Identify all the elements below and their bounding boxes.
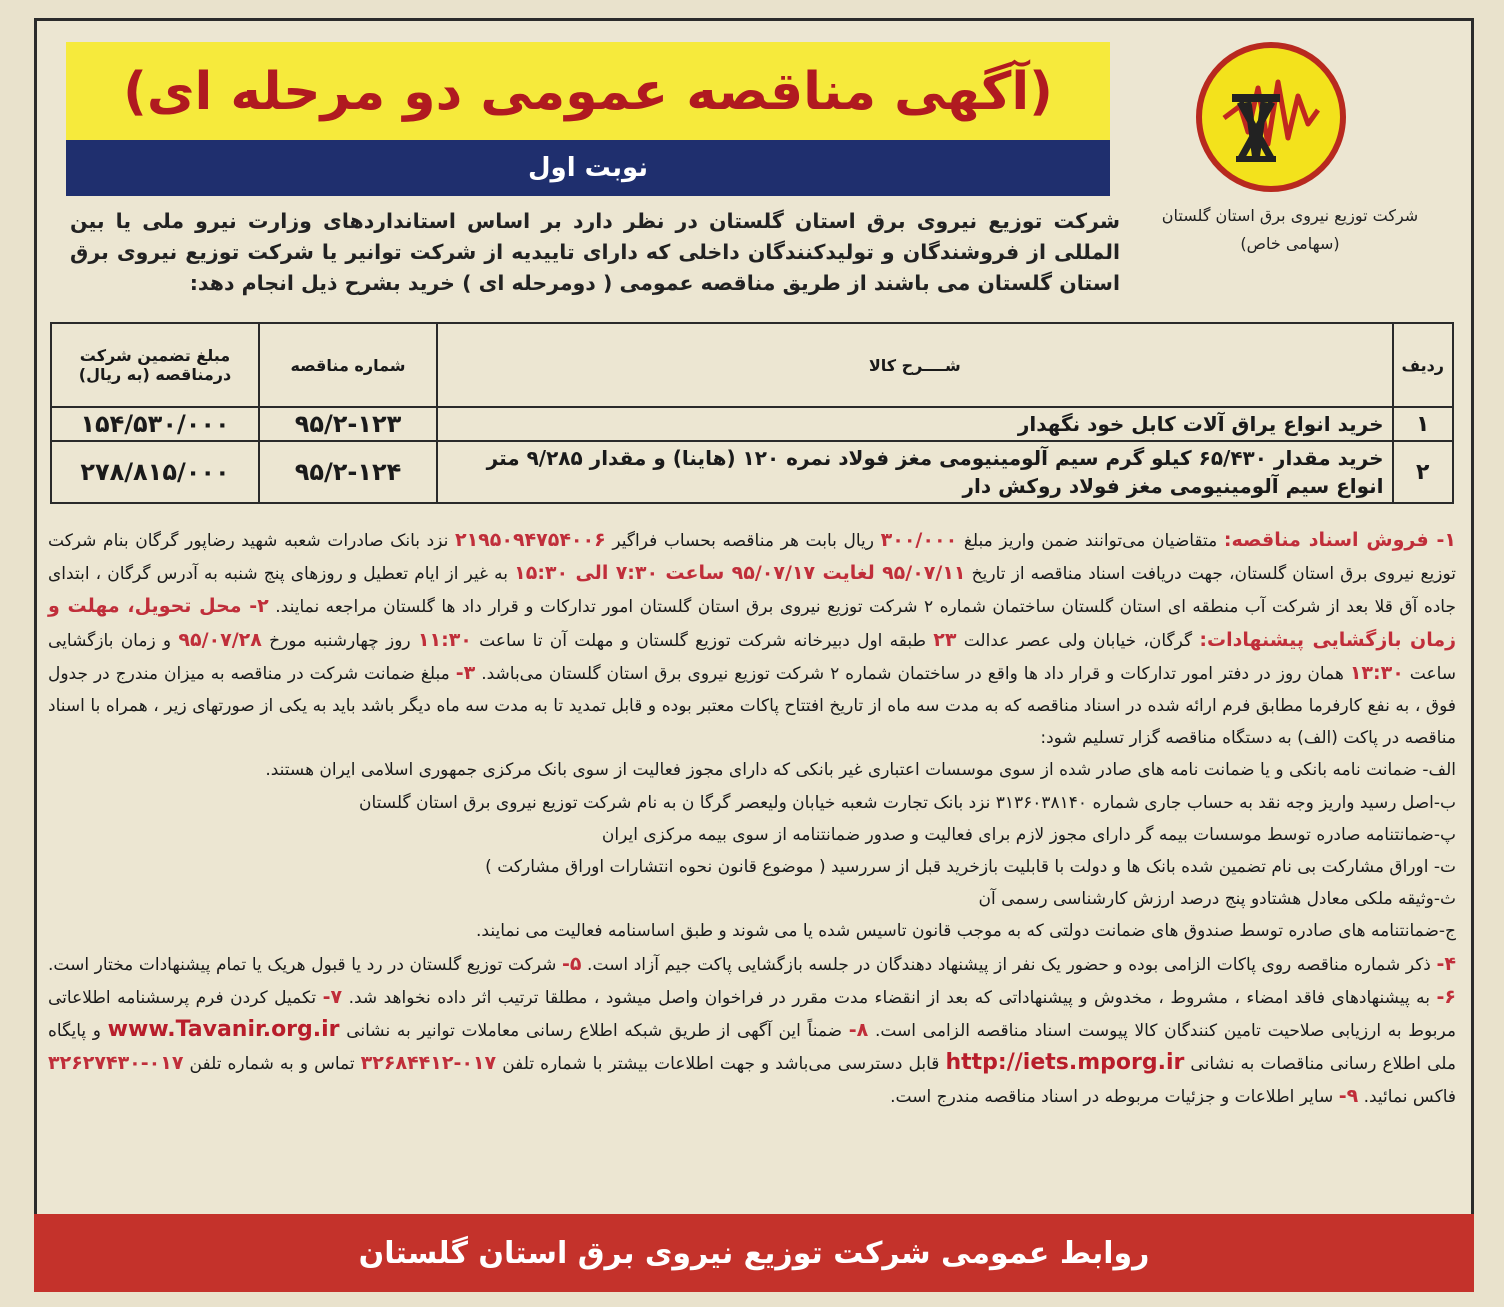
header-code: شماره مناقصه <box>259 323 437 407</box>
row-tender-number: ۹۵/۲-۱۲۴ <box>259 441 437 503</box>
power-tower-logo-icon <box>1202 48 1340 186</box>
clause-4-label: ۴- <box>1436 952 1456 975</box>
guarantee-option-jim: ج-ضمانتنامه های صادره توسط صندوق های ضمانت دولتی که به موجب قانون تاسیس شده یا می شوند و طبق اساسنامه فعالیت می نمایند. <box>476 921 1456 942</box>
company-name-block <box>1140 202 1440 258</box>
guarantee-option-pe: پ-ضمانتنامه صادره توسط موسسات بیمه گر دارای مجوز لازم برای فعالیت و صدور ضمانتنامه از سوی بیمه مرکزی ایران <box>601 824 1456 845</box>
header-row-num: ردیف <box>1393 323 1453 407</box>
phone-number: ۰۱۷-۳۲۶۸۴۴۱۲ <box>360 1052 497 1075</box>
row-description: خرید مقدار ۶۵/۴۳۰ کیلو گرم سیم آلومینیومی مغز فولاد نمره ۱۲۰ (هاینا) و مقدار ۹/۲۸۵ متر انواع سیم آلومینیومی مغز فولاد روکش دار <box>437 441 1393 503</box>
company-name: شرکت توزیع نیروی برق استان گلستان <box>1161 206 1419 225</box>
row-number: ۱ <box>1393 407 1453 441</box>
row-guarantee-amount: ۱۵۴/۵۳۰/۰۰۰ <box>51 407 259 441</box>
row-description: خرید انواع یراق آلات کابل خود نگهدار <box>437 407 1393 441</box>
fax-number: ۰۱۷-۳۲۶۲۷۴۳۰ <box>48 1052 184 1075</box>
guarantee-option-alef: الف- ضمانت نامه بانکی و یا ضمانت نامه های صادر شده از سوی موسسات اعتباری غیر بانکی که دارای مجوز فعالیت از سوی بانک مرکزی جمهوری اسلامی ایران هستند. <box>265 760 1456 781</box>
intro-paragraph <box>70 206 1120 299</box>
row-number: ۲ <box>1393 441 1453 503</box>
clause-text: ریال بابت هر مناقصه بحساب فراگیر <box>612 531 874 551</box>
tender-table <box>50 322 1454 504</box>
account-number: ۲۱۹۵۰۹۴۷۵۴۰۰۶ <box>454 529 606 551</box>
intro-text: شرکت توزیع نیروی برق استان گلستان در نظر دارد بر اساس استانداردهای وزارت نیرو ملی یا بین المللی از فروشندگان و تولیدکنندگان داخلی که دارای تاییدیه از شرکت توانیر یا شرکت توزیع نیروی برق استان گلستان می باشند از طریق مناقصه عمومی ( دومرحله ای ) خرید بشرح ذیل انجام دهد: <box>70 209 1120 295</box>
clause-text: ذکر شماره مناقصه روی پاکات الزامی بوده و حضور یک نفر از پیشنهاد دهندگان در جلسه بازگشایی پاکت جیم آزاد است. <box>587 954 1431 975</box>
company-logo <box>1196 42 1346 192</box>
sale-dates: ۹۵/۰۷/۱۱ لغایت ۹۵/۰۷/۱۷ ساعت ۷:۳۰ الی ۱۵:۳۰ <box>514 562 966 585</box>
clause-text: روز چهارشنبه مورخ <box>269 630 411 651</box>
row-guarantee-amount: ۲۷۸/۸۱۵/۰۰۰ <box>51 441 259 503</box>
clause-8-label: ۸- <box>848 1019 869 1042</box>
round-label: نوبت اول <box>66 140 1110 196</box>
iets-link[interactable]: http://iets.mporg.ir <box>945 1050 1185 1076</box>
clause-text: شرکت توزیع گلستان در رد یا قبول هریک یا تمام پیشنهادات مختار است. <box>48 954 557 975</box>
clause-text: و زمان بازگشایی ساعت <box>48 630 1457 684</box>
clause-text: قابل دسترسی می‌باشد و جهت اطلاعات بیشتر با شماره تلفن <box>502 1054 940 1075</box>
document-fee: ۳۰۰/۰۰۰ <box>880 529 958 551</box>
address-number: ۲۳ <box>933 628 957 651</box>
clause-text: متقاضیان می‌توانند ضمن واریز مبلغ <box>963 531 1218 551</box>
clause-text: به غیر از ایام تعطیل و روزهای پنج شنبه به آدرس گرگان ، ابتدای جاده آق قلا بعد از شرکت آب منطقه ای استان گلستان ساختمان شماره ۲ شرکت توزیع نیروی برق استان گلستان امور تدارکات و قرار داد ها گلستان مراجعه نمایند. <box>48 564 1456 618</box>
clause-text: فاکس نمائید. <box>1363 1087 1456 1108</box>
clause-text: گرگان، خیابان ولی عصر عدالت <box>963 630 1193 651</box>
clause-text: همان روز در دفتر امور تدارکات و قرار داد ها واقع در ساختمان شماره ۲ شرکت توزیع نیروی برق استان گلستان می‌باشد. <box>481 663 1344 684</box>
clauses-4-9 <box>48 948 1456 1114</box>
clause-text: مبلغ ضمانت شرکت در مناقصه به میزان مندرج در جدول فوق ، به نفع کارفرما مطابق فرم ارائه شده در اسناد مناقصه که به مدت سه ماه از تاریخ افتتاح پاکات معتبر بوده و قابل تمدید تا به مدت سه ماه دیگر باشد باید به یکی از صورتهای زیر ، همراه با اسناد مناقصه در پاکت (الف) به دستگاه مناقصه گزار تسلیم شود: <box>48 663 1456 749</box>
tavanir-link[interactable]: www.Tavanir.org.ir <box>107 1017 340 1043</box>
clause-text: تماس و به شماره تلفن <box>189 1054 355 1075</box>
clause-text: نزد بانک صادرات شعبه شهید رضاپور گرگان بنام شرکت توزیع نیروی برق استان گلستان، جهت دریافت اسناد مناقصه از تاریخ <box>48 531 1456 585</box>
clause-3-label: ۳- <box>455 661 476 684</box>
ad-body <box>48 524 1456 1114</box>
table-header-row <box>51 323 1453 407</box>
clause-1-label: ۱- فروش اسناد مناقصه: <box>1223 529 1457 551</box>
clause-5-label: ۵- <box>561 952 582 975</box>
clause-text: طبقه اول دبیرخانه شرکت توزیع گلستان و مهلت آن تا ساعت <box>479 630 927 651</box>
ad-title: (آگهی مناقصه عمومی دو مرحله ای) <box>66 42 1110 142</box>
clause-text: تکمیل کردن فرم پرسشنامه اطلاعاتی مربوط به ارزیابی صلاحیت تامین کنندگان کالا پیوست اسناد مناقصه الزامی است. <box>48 987 1457 1042</box>
table-row <box>51 407 1453 441</box>
header-desc: شــــرح کالا <box>437 323 1393 407</box>
opening-time: ۱۳:۳۰ <box>1349 661 1404 684</box>
clause-text: سایر اطلاعات و جزئیات مربوطه در اسناد مناقصه مندرج است. <box>890 1087 1334 1108</box>
deadline-date: ۹۵/۰۷/۲۸ <box>178 628 262 651</box>
company-type: (سهامی خاص) <box>1240 234 1340 253</box>
clause-text: و پایگاه ملی اطلاع رسانی مناقصات به نشانی <box>48 1021 1456 1075</box>
clause-text: به پیشنهادهای فاقد امضاء ، مشروط ، مخدوش و پیشنهاداتی که بعد از انقضاء مدت مقرر در فراخوان واصل میشود ، مطلقا ترتیب اثر داده نخواهد شد. <box>348 987 1431 1008</box>
row-tender-number: ۹۵/۲-۱۲۳ <box>259 407 437 441</box>
clause-7-label: ۷- <box>322 985 343 1008</box>
deadline-time: ۱۱:۳۰ <box>417 628 472 651</box>
footer-public-relations: روابط عمومی شرکت توزیع نیروی برق استان گلستان <box>34 1214 1474 1292</box>
guarantee-option-se: ث-وثیقه ملکی معادل هشتادو پنج درصد ارزش کارشناسی رسمی آن <box>978 889 1456 910</box>
clause-9-label: ۹- <box>1338 1085 1359 1108</box>
guarantee-option-be: ب-اصل رسید واریز وجه نقد به حساب جاری شماره ۳۱۳۶۰۳۸۱۴۰ نزد بانک تجارت شعبه خیابان ولیعصر گرگا ن به نام شرکت توزیع نیروی برق استان گلستان <box>358 792 1456 813</box>
clause-6-label: ۶- <box>1436 985 1456 1008</box>
clause-2-label: ۲- محل تحویل، مهلت و زمان بازگشایی پیشنهادات: <box>48 595 1457 651</box>
table-row <box>51 441 1453 503</box>
clause-text: ضمناً این آگهی از طریق شبکه اطلاع رسانی معاملات توانیر به نشانی <box>346 1021 843 1042</box>
clause-1 <box>48 524 1456 754</box>
header-amount: مبلغ تضمین شرکت درمناقصه (به ریال) <box>51 323 259 407</box>
guarantee-option-te: ت- اوراق مشارکت بی نام تضمین شده بانک ها و دولت با قابلیت بازخرید قبل از سررسید ( موضوع قانون نحوه انتشارات اوراق مشارکت ) <box>485 857 1456 878</box>
